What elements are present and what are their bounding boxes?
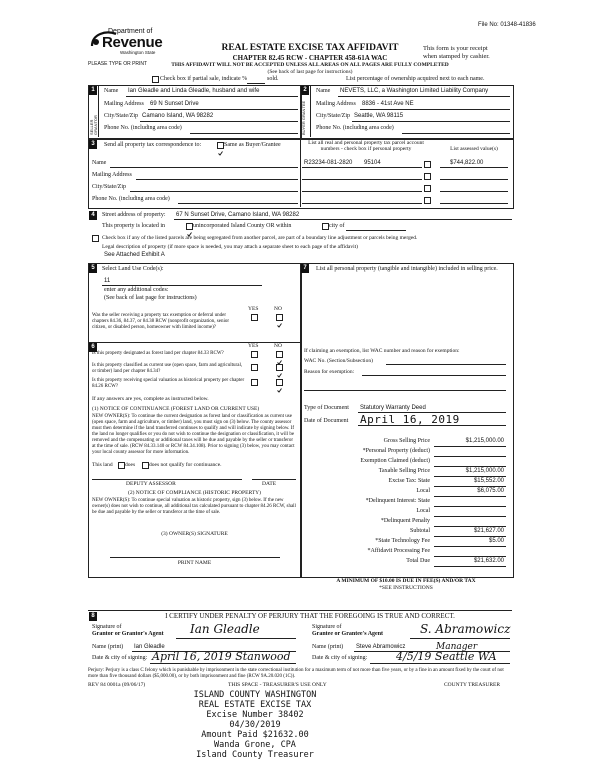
dept-of-label: Department of <box>108 28 153 35</box>
checkmark-icon <box>218 151 223 156</box>
historic-no-checkbox[interactable] <box>276 379 283 386</box>
buyer-mailing-value[interactable]: 8836 - 41st Ave NE <box>362 101 414 107</box>
stamp-line: REAL ESTATE EXCISE TAX <box>198 700 312 710</box>
exemption-no-checkbox[interactable] <box>276 314 283 321</box>
land-does-checkbox[interactable] <box>118 462 125 469</box>
grantee-signature-label-1: Signature of <box>312 624 342 630</box>
forest-no-checkbox[interactable] <box>276 351 283 358</box>
assessed-value-header: List assessed value(s) <box>450 146 498 152</box>
segregated-checkbox[interactable] <box>92 235 99 242</box>
buyer-name-label: Name <box>316 88 331 94</box>
document-date-value[interactable]: April 16, 2019 <box>360 413 460 426</box>
instructions-note: (See back of last page for instructions) <box>267 69 353 75</box>
tax-row-value[interactable]: $21,627.00 <box>473 528 504 534</box>
tax-row-label: *Delinquent Penalty <box>380 518 430 524</box>
please-type-note: PLEASE TYPE OR PRINT <box>88 61 148 67</box>
notice-compliance-body: NEW OWNER(S): To continue special valuation as historic property, sign (3) below. If the new owner(s) does not wish to continue, all additional tax calculated pursuant to chapter 84.26 RCW, shall be due and payable by the seller or transferor at the time of sale. <box>92 498 296 515</box>
seller-phone-label: Phone No. (including area code) <box>104 125 182 131</box>
document-type-label: Type of Document <box>304 405 349 411</box>
seller-mailing-label: Mailing Address <box>104 101 144 107</box>
tax-calculation-table <box>300 438 512 568</box>
completion-warning: THIS AFFIDAVIT WILL NOT BE ACCEPTED UNLESS ALL AREAS ON ALL PAGES ARE FULLY COMPLETED <box>171 62 449 68</box>
unincorporated-checkbox[interactable] <box>186 223 193 230</box>
tax-row-label: Exemption Claimed (deduct) <box>360 458 430 464</box>
tax-row-underline <box>434 546 506 547</box>
partial-sale-label: Check box if partial sale, indicate % <box>160 76 248 82</box>
tax-row-underline <box>434 496 506 497</box>
grantee-signature[interactable]: S. Abramowicz <box>420 622 511 636</box>
personal-property-checkbox-2[interactable] <box>424 173 431 180</box>
buyer-name-value[interactable]: NEVETS, LLC, a Washington Limited Liability Company <box>340 88 489 94</box>
buyer-city-value[interactable]: Seattle, WA 98115 <box>354 113 404 119</box>
stamp-line: Island County Treasurer <box>196 750 314 760</box>
stamp-line: 04/30/2019 <box>229 720 281 730</box>
treasurer-use-only: THIS SPACE - TREASURER'S USE ONLY <box>228 682 327 688</box>
tax-row-underline <box>434 506 506 507</box>
if-any-yes-note: If any answers are yes, complete as instructed below. <box>92 396 209 402</box>
tax-row-label: Excise Tax: State <box>388 478 430 484</box>
tax-row-underline <box>434 516 506 517</box>
tax-row-value[interactable]: $21,632.00 <box>473 558 504 564</box>
tax-row-underline <box>434 446 506 447</box>
forest-land-question: Is this property designated as forest land per chapter 84.33 RCW? <box>92 351 224 356</box>
land-does-not-label: does not qualify for continuance. <box>149 462 222 468</box>
exemption-yes-checkbox[interactable] <box>251 314 258 321</box>
section-7-number: 7 <box>301 264 309 273</box>
assessor-date-label: DATE <box>262 481 277 487</box>
current-use-question: Is this property classified as current use (open space, farm and agricultural, or timber) land per chapter 84.34? <box>92 363 243 374</box>
section6-no-header: NO <box>274 343 282 349</box>
forest-yes-checkbox[interactable] <box>251 351 258 358</box>
seller-city-label: City/State/Zip <box>104 113 138 119</box>
section-6-number: 6 <box>89 343 97 352</box>
tax-row-label: Local <box>416 508 430 514</box>
stamp-line: Excise Number 38402 <box>206 710 304 720</box>
tax-row-label: *Delinquent Interest: State <box>365 498 430 504</box>
department-of-revenue-logo <box>88 28 163 60</box>
grantor-signature-label-1: Signature of <box>92 624 122 630</box>
parcel-list-header-2: numbers - check box if personal property <box>320 146 412 152</box>
partial-sale-checkbox[interactable] <box>152 76 159 83</box>
print-name-label: PRINT NAME <box>177 560 212 566</box>
perjury-notice: Perjury: Perjury is a class C felony which is punishable by imprisonment in the state correctional institution for a maximum term of not more than five years, or by a fine in an amount fixed by the court of not more than five thousand dollars ($5,000.00), or by both imprisonment and fine (RCW 9A.20.020 (1C)). <box>88 668 504 679</box>
tax-row-underline <box>434 456 506 457</box>
located-in-label: This property is located in <box>102 223 165 229</box>
personal-property-label: List all personal property (tangible and intangible) included in selling price. <box>316 266 498 272</box>
stamp-line: ISLAND COUNTY WASHINGTON <box>193 690 317 700</box>
grantee-signature-label-2: Grantee or Grantee's Agent <box>312 631 384 637</box>
tax-row-underline <box>434 486 506 487</box>
legal-description-value[interactable]: See Attached Exhibit A <box>104 252 165 258</box>
tax-row-label: Local <box>416 488 430 494</box>
tax-row-label: Subtotal <box>409 528 430 534</box>
parcel-suffix[interactable]: 95104 <box>364 160 381 166</box>
grantee-date-city-label: Date & city of signing: <box>312 655 368 661</box>
tax-row-underline <box>434 476 506 477</box>
land-does-label: does <box>125 462 136 468</box>
checkmark-icon <box>277 388 282 393</box>
washington-state-label: Washington State <box>120 50 156 55</box>
grantor-signature[interactable]: Ian Gleadle <box>190 622 260 636</box>
form-title: REAL ESTATE EXCISE TAX AFFIDAVIT <box>221 43 399 53</box>
tax-row-label: *Personal Property (deduct) <box>362 448 430 454</box>
land-use-section <box>88 263 302 343</box>
tax-row-value[interactable]: $1,215,000.00 <box>465 438 504 444</box>
tax-row-label: *State Technology Fee <box>375 538 430 544</box>
tax-row-underline <box>434 526 506 527</box>
checkmark-icon <box>277 323 282 328</box>
tax-row-label: Taxable Selling Price <box>378 468 430 474</box>
file-number: File No: 01348-41836 <box>478 22 536 28</box>
ownership-note: List percentage of ownership acquired next to each name. <box>346 76 485 82</box>
historic-yes-checkbox[interactable] <box>251 379 258 386</box>
send-correspondence-label: Send all property tax correspondence to: <box>104 142 202 148</box>
tax-row-underline <box>434 566 506 567</box>
land-does-not-checkbox[interactable] <box>142 462 149 469</box>
current-use-yes-checkbox[interactable] <box>251 364 258 371</box>
section-1-number: 1 <box>89 86 97 95</box>
buyer-phone-label: Phone No. (including area code) <box>316 125 394 131</box>
current-use-no-checkbox[interactable] <box>276 364 283 371</box>
personal-property-checkbox-3[interactable] <box>424 185 431 192</box>
section-5-number: 5 <box>89 264 97 273</box>
notice-compliance-title: (2) NOTICE OF COMPLIANCE (HISTORIC PROPERTY) <box>128 490 261 496</box>
exemption-claim-label: If claiming an exemption, list WAC number and reason for exemption: <box>304 348 460 354</box>
buyer-mailing-label: Mailing Address <box>316 101 356 107</box>
parcel-list-header-1: List all real and personal property tax parcel account <box>308 140 424 146</box>
revenue-logo-text: Revenue <box>102 34 163 51</box>
legal-description-label: Legal description of property (if more space is needed, you may attach a separate sheet to each page of the affidavit) <box>102 244 358 250</box>
stamp-line: Amount Paid $21632.00 <box>201 730 309 740</box>
tax-row-underline <box>434 556 506 557</box>
tax-row-value[interactable]: $5.00 <box>488 538 504 544</box>
personal-property-checkbox-4[interactable] <box>424 197 431 204</box>
personal-property-checkbox-1[interactable] <box>424 161 431 168</box>
tax-row-value[interactable]: $1,215,000.00 <box>465 468 504 474</box>
owner-signature-label: (3) OWNER(S) SIGNATURE <box>161 531 228 537</box>
street-address-label: Street address of property: <box>102 212 166 218</box>
section-4-number: 4 <box>89 211 97 220</box>
assessed-value[interactable]: $744,822.00 <box>450 160 484 166</box>
grantee-date-city[interactable]: 4/5/19 Seattle WA <box>396 650 497 663</box>
unincorporated-label: unincorporated Island County OR within <box>193 223 292 229</box>
street-address-value[interactable]: 67 N Sunset Drive, Camano Island, WA 98282 <box>176 212 300 218</box>
tax-row-underline <box>434 466 506 467</box>
segregated-label: Check box if any of the listed parcels are being segregated from another parcel, are part of a boundary line adjustment or parcels being merged. <box>102 235 418 241</box>
same-as-buyer-checkbox[interactable] <box>217 142 224 149</box>
grantor-signature-label-2: Grantor or Grantor's Agent <box>92 631 164 637</box>
same-as-buyer-label: Same as Buyer/Grantee <box>224 142 281 148</box>
historic-question: Is this property receiving special valuation as historical property per chapter 84.26 RCW? <box>92 378 245 389</box>
sold-label: sold. <box>267 76 279 82</box>
land-use-label: Select Land Use Code(s): <box>102 266 164 272</box>
seller-name-label: Name <box>104 88 119 94</box>
stamp-line: Wanda Grone, CPA <box>214 740 296 750</box>
certify-statement: I CERTIFY UNDER PENALTY OF PERJURY THAT THE FOREGOING IS TRUE AND CORRECT. <box>165 612 455 620</box>
section5-yes-header: YES <box>248 306 259 312</box>
tax-city-label: City/State/Zip <box>92 184 126 190</box>
tax-row-value[interactable]: $15,552.00 <box>473 478 504 484</box>
section-2-number: 2 <box>301 86 309 95</box>
exemption-reason-label: Reason for exemption: <box>304 369 355 375</box>
tax-row-label: Gross Selling Price <box>383 438 430 444</box>
see-instructions-note: *SEE INSTRUCTIONS <box>379 585 433 591</box>
checkmark-icon <box>277 373 282 378</box>
land-use-value[interactable]: 11 <box>104 278 111 284</box>
grantor-name-print-label: Name (print) <box>92 644 124 650</box>
seller-side-label: SELLER GRANTOR <box>89 115 98 135</box>
wac-number-label: WAC No. (Section/Subsection) <box>304 358 373 364</box>
notice-continuance-body: NEW OWNER(S): To continue the current designation as forest land or classification as current use (open space, farm and agriculture, or timber) land, you must sign on (3) below. The county assessor must then determine if the land transferred continues to qualify and will indicate by signing below. If the land no longer qualifies or you do not wish to continue the designation or classification, it will be removed and the compensating or additional taxes will be due and payable by the seller or transferor at the time of sale. (RCW 84.33.140 or RCW 84.34.108). Prior to signing (3) below, you may contact your local county assessor for more information. <box>92 414 295 455</box>
treasurer-stamp <box>150 690 360 760</box>
section6-yes-header: YES <box>248 343 259 349</box>
tax-name-label: Name <box>92 160 107 166</box>
section-8-number: 8 <box>89 612 97 621</box>
county-treasurer-label: COUNTY TREASURER <box>444 682 501 688</box>
document-date-label: Date of Document <box>304 418 349 424</box>
minimum-due-note: A MINIMUM OF $10.00 IS DUE IN FEE(S) AND/OR TAX <box>336 578 476 584</box>
tax-row-label: *Affidavit Processing Fee <box>367 548 430 554</box>
deputy-assessor-label: DEPUTY ASSESSOR <box>126 481 176 487</box>
tax-phone-label: Phone No. (including area code) <box>92 196 170 202</box>
buyer-side-label: BUYER GRANTEE <box>301 100 306 135</box>
additional-codes-label: enter any additional codes: <box>104 287 169 293</box>
form-revision: REV 84 0001a (09/06/17) <box>88 682 146 688</box>
land-use-instructions: (See back of last page for instructions) <box>104 295 197 301</box>
form-subtitle: CHAPTER 82.45 RCW - CHAPTER 458-61A WAC <box>232 54 388 62</box>
section-3-number: 3 <box>89 140 97 149</box>
section5-no-header: NO <box>274 306 282 312</box>
city-of-label: city of <box>329 223 345 229</box>
grantor-date-city[interactable]: April 16, 2019 Stanwood <box>152 650 291 663</box>
seller-mailing-value[interactable]: 69 N Sunset Drive <box>150 101 199 107</box>
grantee-name-print-label: Name (print) <box>312 644 344 650</box>
grantee-title[interactable]: Manager <box>436 642 478 652</box>
buyer-city-label: City/State/Zip <box>316 113 350 119</box>
tax-row-underline <box>434 536 506 537</box>
this-land-label: This land <box>92 462 113 468</box>
receipt-note-2: when stamped by cashier. <box>423 53 490 60</box>
grantor-date-city-label: Date & city of signing: <box>92 655 148 661</box>
receipt-note-1: This form is your receipt <box>423 45 488 52</box>
notice-continuance-title: (1) NOTICE OF CONTINUANCE (FOREST LAND OR CURRENT USE) <box>92 406 260 412</box>
tax-row-label: Total Due <box>406 558 430 564</box>
city-of-checkbox[interactable] <box>322 223 329 230</box>
grantor-name-print[interactable]: Ian Gleadle <box>134 644 165 650</box>
document-type-value[interactable]: Statutory Warranty Deed <box>360 405 426 411</box>
seller-city-value[interactable]: Camano Island, WA 98282 <box>142 113 214 119</box>
parcel-number[interactable]: R23234-081-2820 <box>304 160 353 166</box>
grantee-name-print[interactable]: Steve Abramowicz <box>356 644 406 650</box>
exemption-question: Was the seller receiving a property tax exemption or deferral under chapters 84.36, 84.37, or 84.38 RCW (nonprofit organization, senior citizen, or disabled person, homeowner with limited income)? <box>92 313 230 330</box>
tax-row-value[interactable]: $6,075.00 <box>477 488 504 494</box>
tax-mailing-label: Mailing Address <box>92 172 132 178</box>
seller-name-value[interactable]: Ian Gleadle and Linda Gleadle, husband and wife <box>128 88 260 94</box>
